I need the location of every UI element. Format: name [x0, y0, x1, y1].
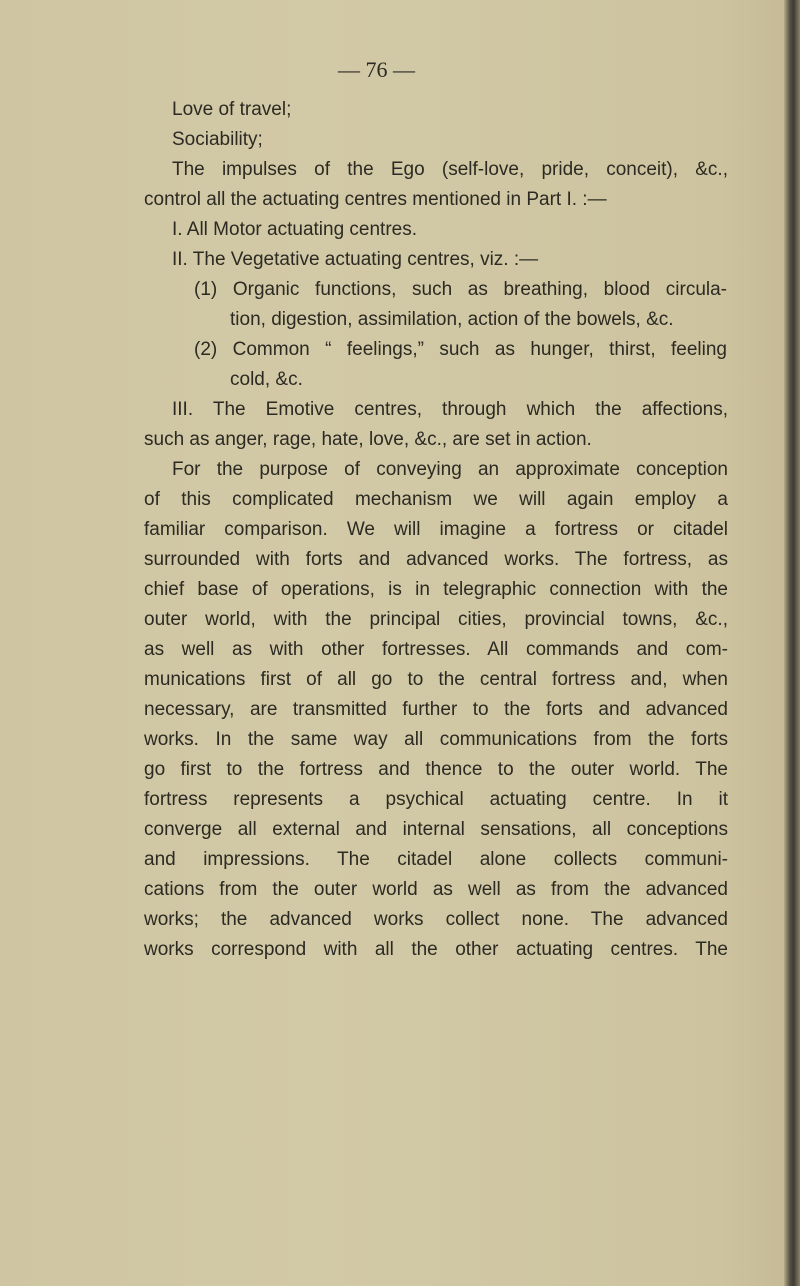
text-line: works correspond with all the other actuating centres. The	[144, 939, 728, 960]
text-line: munications first of all go to the central fortress and, when	[144, 669, 728, 690]
text-line: fortress represents a psychical actuating centre. In it	[144, 789, 728, 810]
text-line: Love of travel;	[172, 99, 292, 120]
text-line: go first to the fortress and thence to the outer world. The	[144, 759, 728, 780]
text-line: The impulses of the Ego (self-love, pride, conceit), &c.,	[172, 159, 728, 180]
text-line: surrounded with forts and advanced works. The fortress, as	[144, 549, 728, 570]
text-line: (1) Organic functions, such as breathing, blood circula-	[194, 279, 727, 300]
page-number: — 76 —	[338, 57, 415, 82]
text-line: works. In the same way all communications from the forts	[144, 729, 728, 750]
text-line: and impressions. The citadel alone collects communi-	[144, 849, 728, 870]
text-line: works; the advanced works collect none. The advanced	[144, 909, 728, 930]
text-line: necessary, are transmitted further to the forts and advanced	[144, 699, 728, 720]
text-line: II. The Vegetative actuating centres, viz. :—	[172, 249, 539, 270]
text-line: control all the actuating centres mentioned in Part I. :—	[144, 189, 607, 210]
text-line: I. All Motor actuating centres.	[172, 219, 418, 240]
page-edge	[784, 0, 800, 1286]
text-line: converge all external and internal sensations, all conceptions	[144, 819, 728, 840]
text-line: cations from the outer world as well as from the advanced	[144, 879, 728, 900]
text-line: outer world, with the principal cities, provincial towns, &c.,	[144, 609, 728, 630]
text-line: (2) Common “ feelings,” such as hunger, thirst, feeling	[194, 339, 727, 360]
text-line: Sociability;	[172, 129, 263, 150]
text-line: cold, &c.	[230, 369, 303, 390]
text-line: For the purpose of conveying an approximate conception	[172, 459, 728, 480]
text-line: tion, digestion, assimilation, action of the bowels, &c.	[230, 309, 674, 330]
text-line: of this complicated mechanism we will again employ a	[144, 489, 728, 510]
text-line: familiar comparison. We will imagine a fortress or citadel	[144, 519, 728, 540]
text-line: such as anger, rage, hate, love, &c., are set in action.	[144, 429, 592, 450]
text-line: as well as with other fortresses. All commands and com-	[144, 639, 728, 660]
text-line: III. The Emotive centres, through which the affections,	[172, 399, 728, 420]
text-line: chief base of operations, is in telegraphic connection with the	[144, 579, 728, 600]
